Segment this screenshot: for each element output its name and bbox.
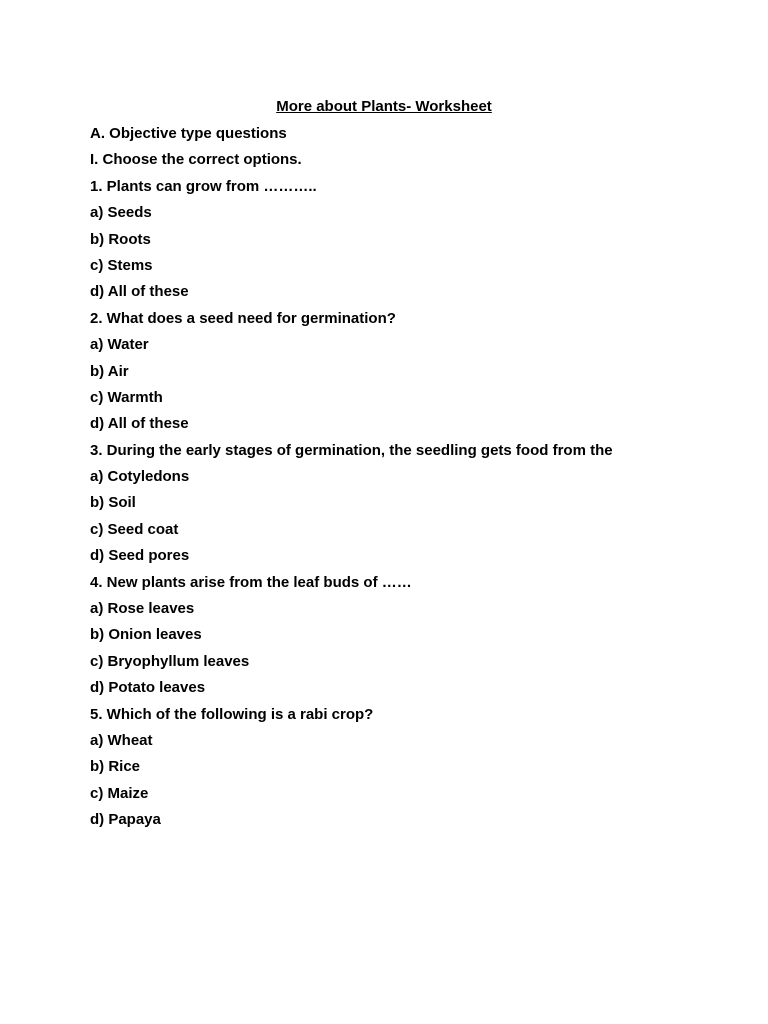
option-item: b) Onion leaves bbox=[90, 626, 202, 644]
option-item: d) Potato leaves bbox=[90, 679, 206, 697]
question-block-1 bbox=[90, 177, 730, 309]
instruction-text: I. Choose the correct options. bbox=[90, 151, 302, 169]
option-item: a) Cotyledons bbox=[90, 468, 190, 486]
section-heading: A. Objective type questions bbox=[90, 125, 287, 142]
option-item: c) Warmth bbox=[90, 388, 163, 406]
option-item: d) Seed pores bbox=[90, 547, 190, 565]
option-item: b) Air bbox=[90, 362, 129, 380]
option-item: d) All of these bbox=[90, 415, 189, 433]
question-text: 1. Plants can grow from ……….. bbox=[90, 177, 317, 195]
question-text: 4. New plants arise from the leaf buds of …… bbox=[90, 573, 412, 591]
option-item: c) Bryophyllum leaves bbox=[90, 652, 250, 670]
option-item: d) All of these bbox=[90, 283, 189, 301]
option-item: c) Seed coat bbox=[90, 520, 179, 538]
option-item: a) Water bbox=[90, 336, 149, 354]
question-block-3 bbox=[90, 441, 730, 573]
option-item: a) Seeds bbox=[90, 204, 152, 222]
page-title: More about Plants- Worksheet bbox=[276, 98, 492, 115]
question-block-5 bbox=[90, 705, 730, 837]
option-item: d) Papaya bbox=[90, 811, 161, 829]
option-item: a) Rose leaves bbox=[90, 600, 195, 618]
question-block-2 bbox=[90, 309, 730, 441]
question-text: 3. During the early stages of germination, the seedling gets food from the bbox=[90, 441, 613, 459]
question-text: 2. What does a seed need for germination? bbox=[90, 309, 396, 327]
option-item: c) Stems bbox=[90, 256, 153, 274]
option-item: b) Rice bbox=[90, 758, 141, 776]
option-item: c) Maize bbox=[90, 784, 149, 802]
question-text: 5. Which of the following is a rabi crop? bbox=[90, 705, 374, 723]
option-item: b) Roots bbox=[90, 230, 151, 248]
worksheet-content bbox=[90, 124, 730, 837]
question-block-4 bbox=[90, 573, 730, 705]
option-item: b) Soil bbox=[90, 494, 136, 512]
option-item: a) Wheat bbox=[90, 731, 153, 749]
